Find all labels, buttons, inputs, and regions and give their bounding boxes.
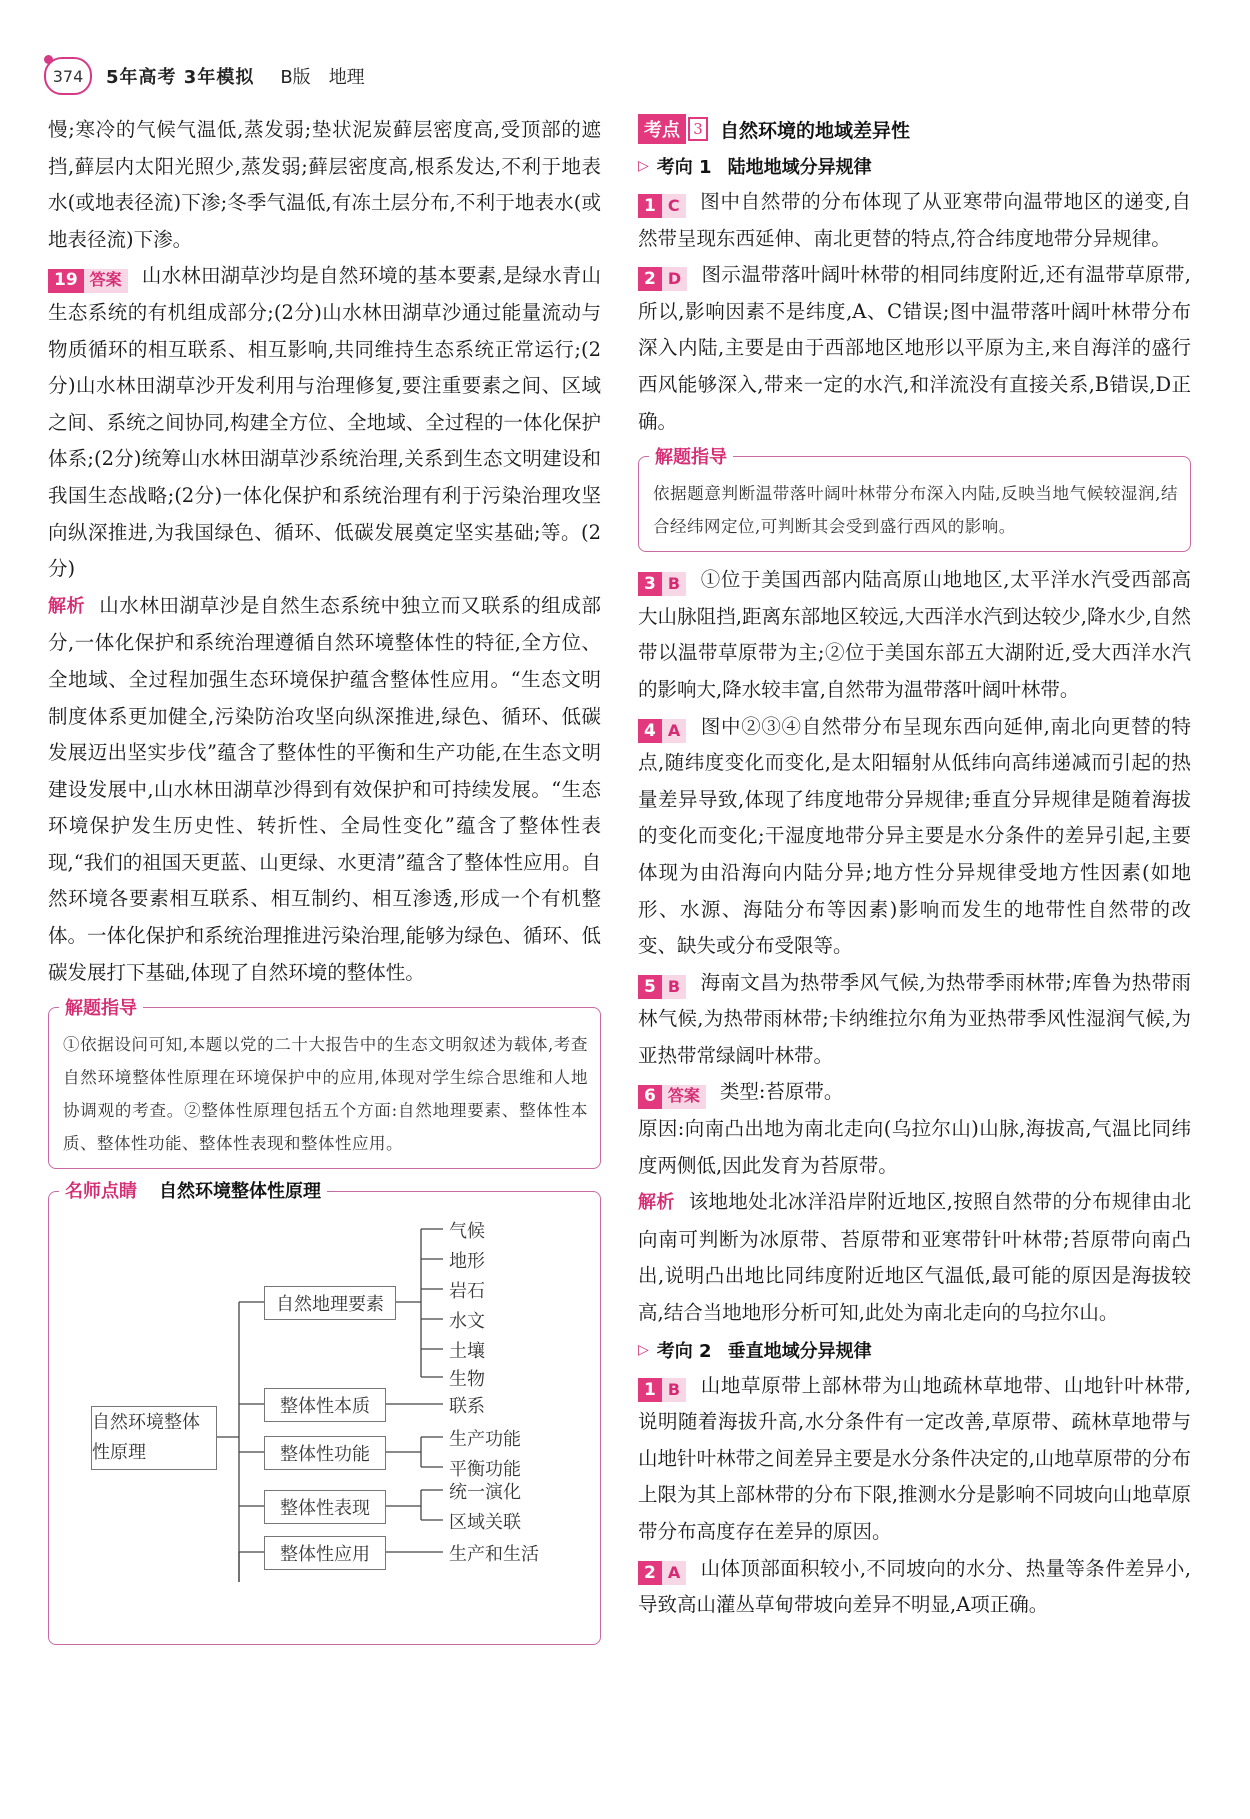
item-6-explanation: 解析 该地地处北冰洋沿岸附近地区,按照自然带的分布规律由北向南可判断为冰原带、苔原带和亚寒带针叶林带;苔原带向南凸出,说明凸出地比同纬度附近地区气温低,最可能的原因是海拔较高,结合当地地形分析可知,此处为南北走向的乌拉尔山。 — [638, 1190, 1192, 1325]
mindmap-branch-elements: 自然地理要素 — [264, 1286, 396, 1320]
triangle-icon: ▷ — [638, 1341, 649, 1358]
mindmap-leaf: 平衡功能 — [449, 1459, 521, 1481]
q19-answer: 19 答案 山水林田湖草沙均是自然环境的基本要素,是绿水青山生态系统的有机组成部分;(2分)山水林田湖草沙通过能量流动与物质循环的相互联系、相互影响,共同维持生态系统正常运行;(2分)山水林田湖草沙开发利用与治理修复,要注重要素之间、区域之间、系统之间协同,构建全方位、全地域、全过程的一体化保护体系;(2分)统筹山水林田湖草沙系统治理,关系到生态文明建设和我国生态战略;(2分)一体化保护和系统治理有利于污染治理攻坚向纵深推进,为我国绿色、循环、低碳发展奠定坚实基础;等。(2分) — [48, 264, 601, 581]
q19-tag: 19 答案 — [48, 269, 128, 293]
mindmap-leaf: 生物 — [449, 1369, 485, 1391]
kaodian-title: 自然环境的地域差异性 — [720, 119, 911, 142]
item-2: 2 D 图示温带落叶阔叶林带的相同纬度附近,还有温带草原带,所以,影响因素不是纬度,A、C错误;图中温带落叶阔叶林带分布深入内陆,主要是由于西部地区地形以平原为主,来自海洋的盛行西风能够深入,带来一定的水汽,和洋流没有直接关系,B错误,D正确。 — [638, 263, 1191, 433]
guide-title: 解题指导 — [59, 994, 143, 1020]
mindmap-leaf: 区域关联 — [449, 1512, 521, 1534]
item-3: 3 B ①位于美国西部内陆高原山地地区,太平洋水汽受西部高大山脉阻挡,距离东部地区较远,大西洋水汽到达较少,降水少,自然带以温带草原带为主;②位于美国东部五大湖附近,受大西洋水汽的影响大,降水较丰富,自然带为温带落叶阔叶林带。 — [638, 568, 1191, 701]
item-6-reason: 原因:向南凸出地为南北走向(乌拉尔山)山脉,海拔高,气温比同纬度两侧低,因此发育为苔原带。 — [638, 1117, 1191, 1177]
mindmap-box — [48, 1181, 601, 1645]
kaoxiang-2: ▷ 考向 2 垂直地域分异规律 — [638, 1340, 872, 1362]
right-column — [638, 112, 1191, 1624]
guide-box — [48, 998, 601, 1169]
item-v1: 1 B 山地草原带上部林带为山地疏林草地带、山地针叶林带,说明随着海拔升高,水分条件有一定改善,草原带、疏林草地带与山地针叶林带之间差异主要是水分条件决定的,山地草原带的分布上限为其上部林带的分布下限,推测水分是影响不同坡向山地草原带分布高度存在差异的原因。 — [638, 1373, 1191, 1543]
mindmap-leaf: 生产和生活 — [449, 1544, 539, 1566]
mindmap-leaf: 气候 — [449, 1221, 485, 1243]
kaodian-number: 3 — [688, 117, 708, 141]
mindmap-leaf: 联系 — [449, 1396, 485, 1418]
mindmap-root: 自然环境整体性原理 — [91, 1406, 217, 1470]
mindmap-leaf: 水文 — [449, 1311, 485, 1333]
mindmap-leaf: 岩石 — [449, 1281, 485, 1303]
jiexi-label: 解析 — [48, 595, 86, 617]
mindmap-leaf: 生产功能 — [449, 1429, 521, 1451]
kaodian-label: 考点 — [638, 114, 686, 144]
edition: B版 — [280, 67, 311, 88]
kaodian-header — [638, 112, 1191, 146]
mindmap-branch-essence: 整体性本质 — [264, 1388, 386, 1422]
triangle-icon: ▷ — [638, 158, 649, 174]
q19-explanation: 解析 山水林田湖草沙是自然生态系统中独立而又联系的组成部分,一体化保护和系统治理遵循自然环境整体性的特征,全方位、全地域、全过程加强生态环境保护蕴含整体性应用。“生态文明制度体系更加健全,污染防治攻坚向纵深推进,绿色、循环、低碳发展迈出坚实步伐”蕴含了整体性的平衡和生产功能,在生态文明建设发展中,山水林田湖草沙得到有效保护和可持续发展。“生态环境保护发生历史性、转折性、全局性变化”蕴含了整体性表现,“我们的祖国天更蓝、山更绿、水更清”蕴含了整体性应用。自然环境各要素相互联系、相互制约、相互渗透,形成一个有机整体。一体化保护和系统治理推进污染治理,能够为绿色、循环、低碳发展打下基础,体现了自然环境的整体性。 — [48, 593, 601, 984]
kaoxiang-1: ▷ 考向 1 陆地地域分异规律 — [638, 157, 872, 178]
guide-box-right — [638, 447, 1191, 552]
guide-title: 解题指导 — [649, 443, 733, 469]
subject: 地理 — [328, 67, 365, 88]
item-v2: 2 A 山体顶部面积较小,不同坡向的水分、热量等条件差异小,导致高山灌丛草甸带坡向差异不明显,A项正确。 — [638, 1556, 1191, 1617]
item-4: 4 A 图中②③④自然带分布呈现东西向延伸,南北向更替的特点,随纬度变化而变化,是太阳辐射从低纬向高纬递减而引起的热量差异导致,体现了纬度地带分异规律;垂直分异规律是随着海拔的变化而变化;干湿度地带分异主要是水分条件的差异引起,主要体现为由沿海向内陆分异;地方性分异规律受地方性因素(如地形、水源、海陆分布等因素)影响而发生的地带性自然带的改变、缺失或分布受限等。 — [638, 714, 1191, 958]
book-title: 5年高考 3年模拟 — [106, 67, 255, 88]
item-6: 6 答案 类型:苔原带。 — [638, 1074, 1191, 1111]
mindmap-leaf: 地形 — [449, 1251, 485, 1273]
left-column — [48, 112, 601, 1645]
guide-text: 依据题意判断温带落叶阔叶林带分布深入内陆,反映当地气候较湿润,结合经纬网定位,可判断其会受到盛行西风的影响。 — [653, 484, 1178, 537]
mindmap-leaf: 土壤 — [449, 1341, 485, 1363]
guide-text: ①依据设问可知,本题以党的二十大报告中的生态文明叙述为载体,考查自然环境整体性原理在环境保护中的应用,体现对学生综合思维和人地协调观的考查。②整体性原理包括五个方面:自然地理要素、整体性本质、整体性功能、整体性表现和整体性应用。 — [63, 1035, 588, 1154]
page-header — [44, 56, 365, 96]
mindmap-title: 名师点睛 自然环境整体性原理 — [59, 1177, 327, 1203]
continued-paragraph: 慢;寒冷的气候气温低,蒸发弱;垫状泥炭藓层密度高,受顶部的遮挡,藓层内太阳光照少,蒸发弱;藓层密度高,根系发达,不利于地表水(或地表径流)下渗;冬季气温低,有冻土层分布,不利于地表水(或地表径流)下渗。 — [48, 118, 601, 251]
mindmap-branch-apply: 整体性应用 — [264, 1536, 386, 1570]
item-1: 1 C 图中自然带的分布体现了从亚寒带向温带地区的递变,自然带呈现东西延伸、南北更替的特点,符合纬度地带分异规律。 — [638, 190, 1191, 250]
page-number: 374 — [44, 57, 92, 95]
mindmap-leaf: 统一演化 — [449, 1482, 521, 1504]
mindmap-branch-function: 整体性功能 — [264, 1436, 386, 1470]
mindmap-branch-manifest: 整体性表现 — [264, 1490, 386, 1524]
item-5: 5 B 海南文昌为热带季风气候,为热带季雨林带;库鲁为热带雨林气候,为热带雨林带;卡纳维拉尔角为亚热带季风性湿润气候,为亚热带常绿阔叶林带。 — [638, 970, 1191, 1067]
